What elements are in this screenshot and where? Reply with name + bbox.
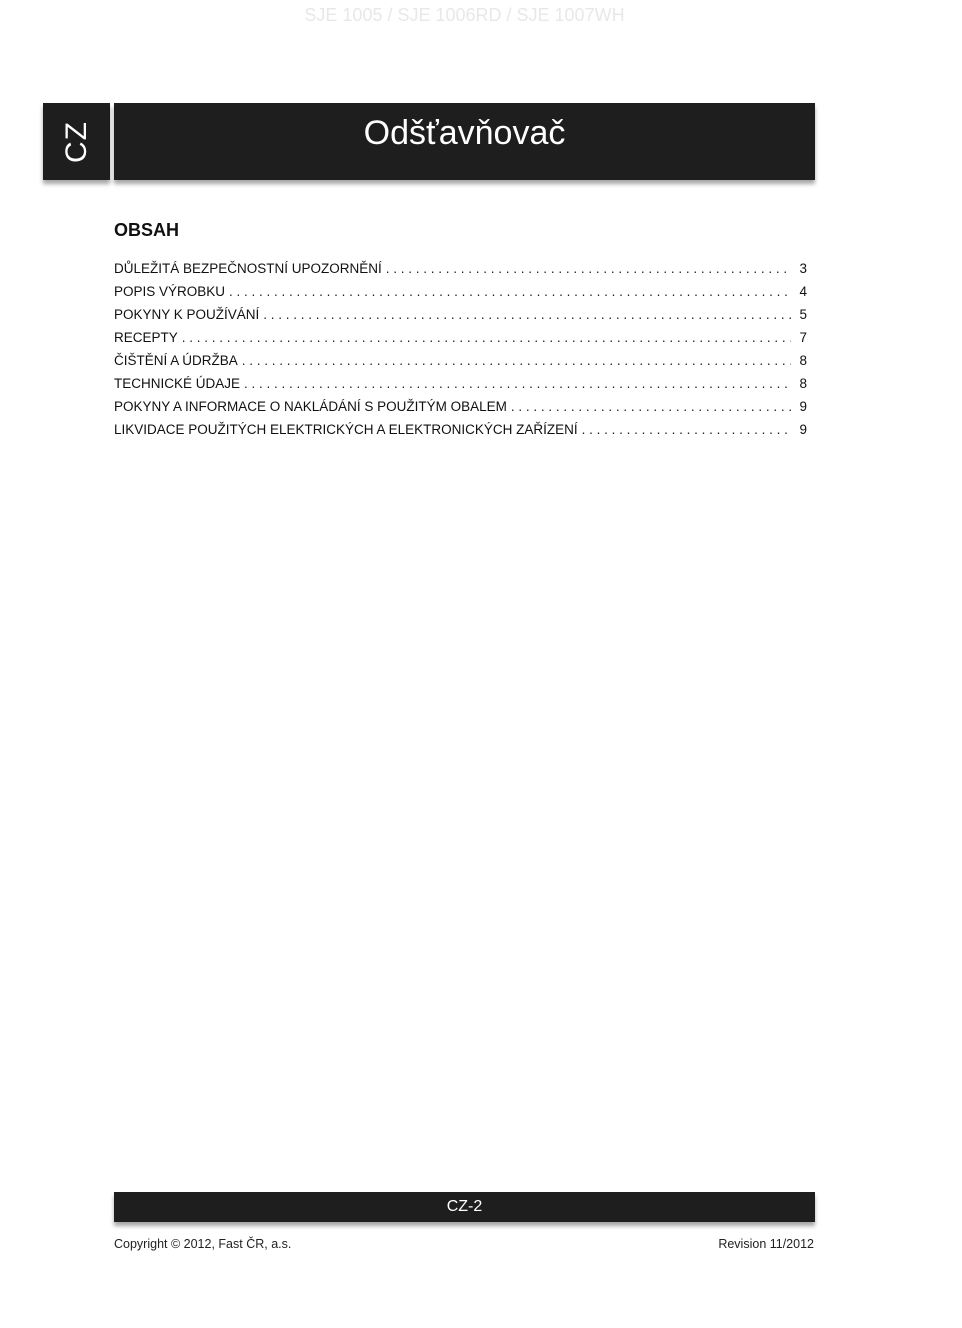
toc-item-page: 4	[799, 284, 807, 299]
toc-item[interactable]	[114, 303, 807, 326]
toc-item-label: RECEPTY	[114, 330, 178, 345]
toc-item[interactable]	[114, 326, 807, 349]
document-title: Odšťavňovač	[363, 114, 566, 152]
language-tab	[43, 103, 110, 180]
page-number: CZ-2	[446, 1198, 483, 1215]
toc-item-page: 7	[799, 330, 807, 345]
toc-item[interactable]	[114, 257, 807, 280]
toc-leader	[582, 418, 791, 441]
toc-item-page: 8	[799, 353, 807, 368]
toc-leader	[244, 372, 791, 395]
toc-item-page: 3	[799, 261, 807, 276]
revision-label: Revision 11/2012	[718, 1237, 814, 1251]
contents-heading: OBSAH	[114, 220, 180, 240]
toc-item[interactable]	[114, 280, 807, 303]
toc-item-page: 5	[799, 307, 807, 322]
copyright-notice: Copyright © 2012, Fast ČR, a.s.	[114, 1237, 292, 1251]
toc-item[interactable]	[114, 372, 807, 395]
table-of-contents	[114, 257, 807, 441]
toc-item[interactable]	[114, 418, 807, 441]
toc-item-label: DŮLEŽITÁ BEZPEČNOSTNÍ UPOZORNĚNÍ	[114, 261, 382, 276]
header-band	[114, 5, 815, 180]
toc-leader	[242, 349, 791, 372]
toc-leader	[263, 303, 791, 326]
toc-item-label: LIKVIDACE POUŽITÝCH ELEKTRICKÝCH A ELEKTRONICKÝCH ZAŘÍZENÍ	[114, 422, 578, 437]
toc-item-page: 8	[799, 376, 807, 391]
toc-item-label: TECHNICKÉ ÚDAJE	[114, 376, 241, 391]
toc-item-label: POPIS VÝROBKU	[114, 284, 226, 299]
toc-item-label: POKYNY A INFORMACE O NAKLÁDÁNÍ S POUŽITÝM OBALEM	[114, 399, 507, 414]
model-numbers: SJE 1005 / SJE 1006RD / SJE 1007WH	[304, 5, 625, 25]
toc-item[interactable]	[114, 349, 807, 372]
toc-item-label: POKYNY K POUŽÍVÁNÍ	[114, 307, 260, 322]
toc-leader	[511, 395, 791, 418]
toc-leader	[386, 257, 791, 280]
toc-leader	[182, 326, 791, 349]
toc-item-page: 9	[799, 399, 807, 414]
toc-item[interactable]	[114, 395, 807, 418]
footer-band	[114, 1192, 815, 1222]
toc-item-label: ČIŠTĚNÍ A ÚDRŽBA	[114, 353, 238, 368]
toc-item-page: 9	[799, 422, 807, 437]
toc-leader	[229, 280, 791, 303]
language-code: CZ	[59, 120, 93, 163]
